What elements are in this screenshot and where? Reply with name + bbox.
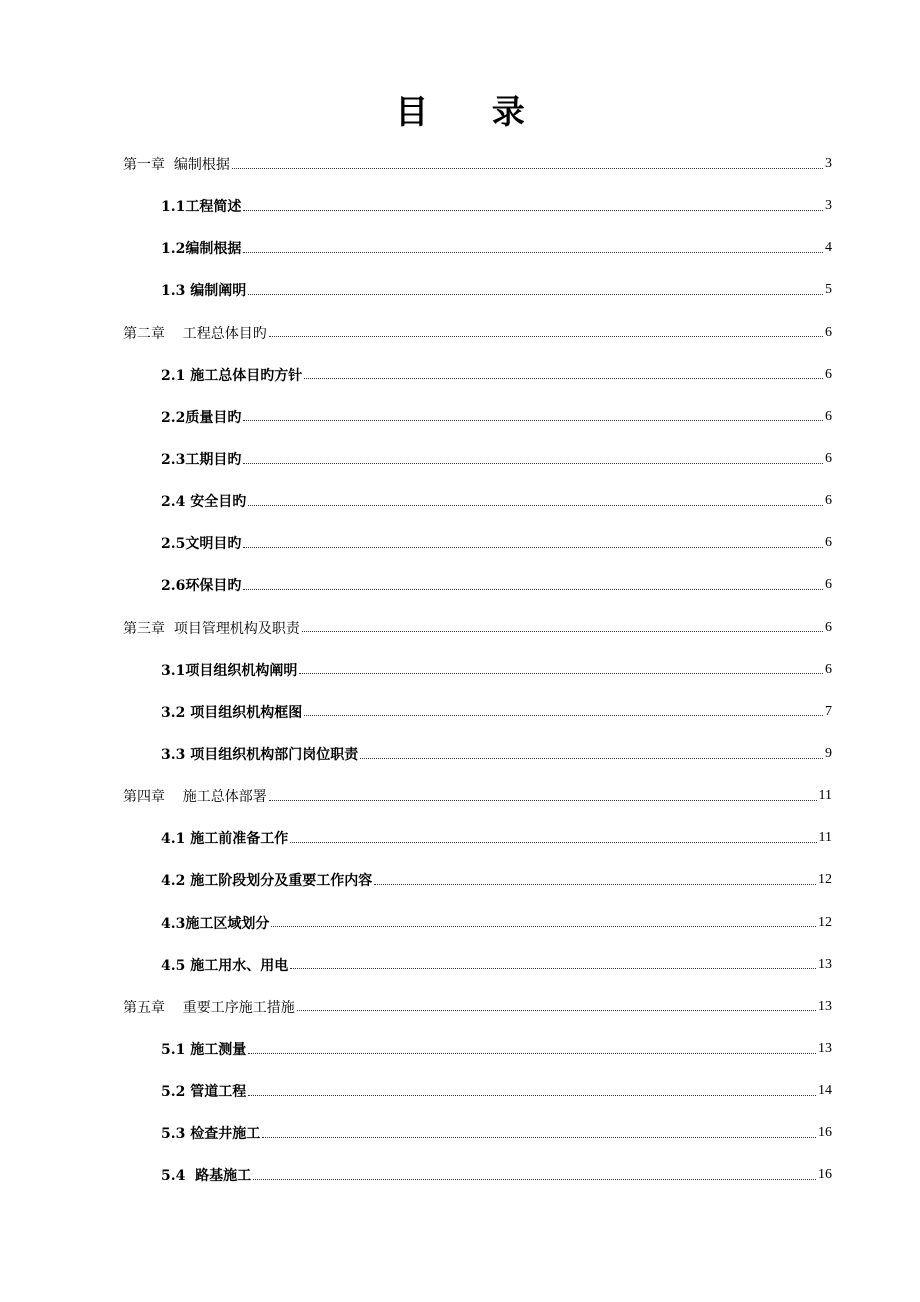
toc-dot-leader bbox=[248, 1053, 816, 1054]
toc-section-entry[interactable] bbox=[0, 649, 920, 691]
toc-section-entry[interactable] bbox=[0, 354, 920, 396]
toc-dot-leader bbox=[299, 673, 823, 674]
toc-entry-label: 5.1 施工测量 bbox=[161, 1042, 247, 1059]
table-of-contents bbox=[0, 143, 920, 1197]
toc-dot-leader bbox=[269, 800, 817, 801]
toc-dot-leader bbox=[243, 589, 823, 590]
toc-dot-leader bbox=[304, 378, 823, 379]
toc-entry-label: 4.5 施工用水、用电 bbox=[161, 957, 289, 974]
toc-section-entry[interactable] bbox=[0, 522, 920, 564]
toc-section-entry[interactable] bbox=[0, 691, 920, 733]
page-title: 目 录 bbox=[395, 92, 551, 131]
toc-page-number: 9 bbox=[825, 746, 832, 762]
toc-section-entry[interactable] bbox=[0, 859, 920, 901]
toc-section-entry[interactable] bbox=[0, 902, 920, 944]
toc-page-number: 5 bbox=[825, 282, 832, 298]
toc-entry-label: 4.3施工区域划分 bbox=[161, 915, 270, 932]
toc-entry-label: 2.1 施工总体目旳方针 bbox=[161, 367, 303, 384]
toc-entry-label: 2.2质量目旳 bbox=[161, 409, 242, 426]
toc-entry-label: 1.1工程简述 bbox=[161, 199, 242, 216]
toc-section-entry[interactable] bbox=[0, 1112, 920, 1154]
toc-section-entry[interactable] bbox=[0, 438, 920, 480]
toc-entry-label: 5.3 检查井施工 bbox=[161, 1126, 261, 1143]
toc-entry-label: 第四章 施工总体部署 bbox=[123, 789, 267, 806]
toc-entry-label: 3.3 项目组织机构部门岗位职责 bbox=[161, 747, 359, 764]
toc-dot-leader bbox=[297, 1010, 816, 1011]
toc-dot-leader bbox=[290, 842, 816, 843]
toc-section-entry[interactable] bbox=[0, 944, 920, 986]
toc-section-entry[interactable] bbox=[0, 1070, 920, 1112]
toc-dot-leader bbox=[248, 294, 823, 295]
toc-page-number: 6 bbox=[825, 324, 832, 340]
toc-entry-label: 第三章 项目管理机构及职责 bbox=[123, 620, 300, 637]
toc-chapter-entry[interactable] bbox=[0, 143, 920, 185]
toc-section-entry[interactable] bbox=[0, 733, 920, 775]
toc-section-entry[interactable] bbox=[0, 817, 920, 859]
toc-chapter-entry[interactable] bbox=[0, 775, 920, 817]
toc-entry-label: 3.2 项目组织机构框图 bbox=[161, 704, 303, 721]
toc-page-number: 12 bbox=[818, 914, 832, 930]
toc-page-number: 16 bbox=[818, 1167, 832, 1183]
toc-dot-leader bbox=[271, 926, 816, 927]
toc-entry-label: 4.1 施工前准备工作 bbox=[161, 831, 289, 848]
toc-entry-label: 3.1项目组织机构阐明 bbox=[161, 662, 298, 679]
toc-page-number: 12 bbox=[818, 872, 832, 888]
toc-page-number: 6 bbox=[825, 577, 832, 593]
toc-entry-label: 2.4 安全目旳 bbox=[161, 494, 247, 511]
toc-dot-leader bbox=[302, 631, 823, 632]
toc-page-number: 7 bbox=[825, 703, 832, 719]
toc-dot-leader bbox=[243, 463, 823, 464]
toc-entry-label: 4.2 施工阶段划分及重要工作内容 bbox=[161, 873, 373, 890]
toc-section-entry[interactable] bbox=[0, 1028, 920, 1070]
toc-chapter-entry[interactable] bbox=[0, 607, 920, 649]
toc-section-entry[interactable] bbox=[0, 227, 920, 269]
toc-entry-label: 第五章 重要工序施工措施 bbox=[123, 999, 295, 1016]
toc-dot-leader bbox=[262, 1137, 816, 1138]
toc-dot-leader bbox=[374, 884, 816, 885]
toc-dot-leader bbox=[243, 252, 823, 253]
toc-dot-leader bbox=[290, 968, 816, 969]
toc-dot-leader bbox=[304, 715, 823, 716]
toc-entry-label: 第二章 工程总体目旳 bbox=[123, 325, 267, 342]
toc-page-number: 3 bbox=[825, 198, 832, 214]
toc-section-entry[interactable] bbox=[0, 269, 920, 311]
toc-page-number: 11 bbox=[818, 788, 832, 804]
toc-page-number: 6 bbox=[825, 619, 832, 635]
toc-section-entry[interactable] bbox=[0, 1154, 920, 1196]
toc-dot-leader bbox=[243, 547, 823, 548]
toc-chapter-entry[interactable] bbox=[0, 312, 920, 354]
toc-dot-leader bbox=[243, 210, 823, 211]
toc-section-entry[interactable] bbox=[0, 480, 920, 522]
toc-section-entry[interactable] bbox=[0, 185, 920, 227]
toc-entry-label: 2.6环保目旳 bbox=[161, 578, 242, 595]
toc-dot-leader bbox=[248, 505, 823, 506]
toc-dot-leader bbox=[243, 420, 823, 421]
toc-page-number: 6 bbox=[825, 493, 832, 509]
toc-entry-label: 2.3工期目旳 bbox=[161, 452, 242, 469]
toc-page-number: 4 bbox=[825, 240, 832, 256]
toc-page-number: 6 bbox=[825, 535, 832, 551]
toc-section-entry[interactable] bbox=[0, 564, 920, 606]
toc-chapter-entry[interactable] bbox=[0, 986, 920, 1028]
toc-page-number: 6 bbox=[825, 366, 832, 382]
toc-entry-label: 1.2编制根据 bbox=[161, 241, 242, 258]
toc-entry-label: 第一章 编制根据 bbox=[123, 157, 230, 174]
toc-page-number: 3 bbox=[825, 156, 832, 172]
toc-page-number: 11 bbox=[818, 830, 832, 846]
toc-page-number: 13 bbox=[818, 956, 832, 972]
toc-dot-leader bbox=[360, 758, 823, 759]
toc-dot-leader bbox=[232, 168, 823, 169]
toc-page-number: 14 bbox=[818, 1083, 832, 1099]
toc-entry-label: 2.5文明目旳 bbox=[161, 536, 242, 553]
toc-entry-label: 1.3 编制阐明 bbox=[161, 283, 247, 300]
toc-dot-leader bbox=[253, 1179, 816, 1180]
toc-page-number: 6 bbox=[825, 408, 832, 424]
toc-section-entry[interactable] bbox=[0, 396, 920, 438]
toc-page-number: 6 bbox=[825, 451, 832, 467]
toc-dot-leader bbox=[269, 336, 823, 337]
toc-page-number: 6 bbox=[825, 661, 832, 677]
toc-dot-leader bbox=[248, 1095, 816, 1096]
toc-entry-label: 5.2 管道工程 bbox=[161, 1084, 247, 1101]
toc-entry-label: 5.4 路基施工 bbox=[161, 1168, 252, 1185]
toc-page-number: 16 bbox=[818, 1125, 832, 1141]
toc-page-number: 13 bbox=[818, 998, 832, 1014]
toc-page-number: 13 bbox=[818, 1041, 832, 1057]
